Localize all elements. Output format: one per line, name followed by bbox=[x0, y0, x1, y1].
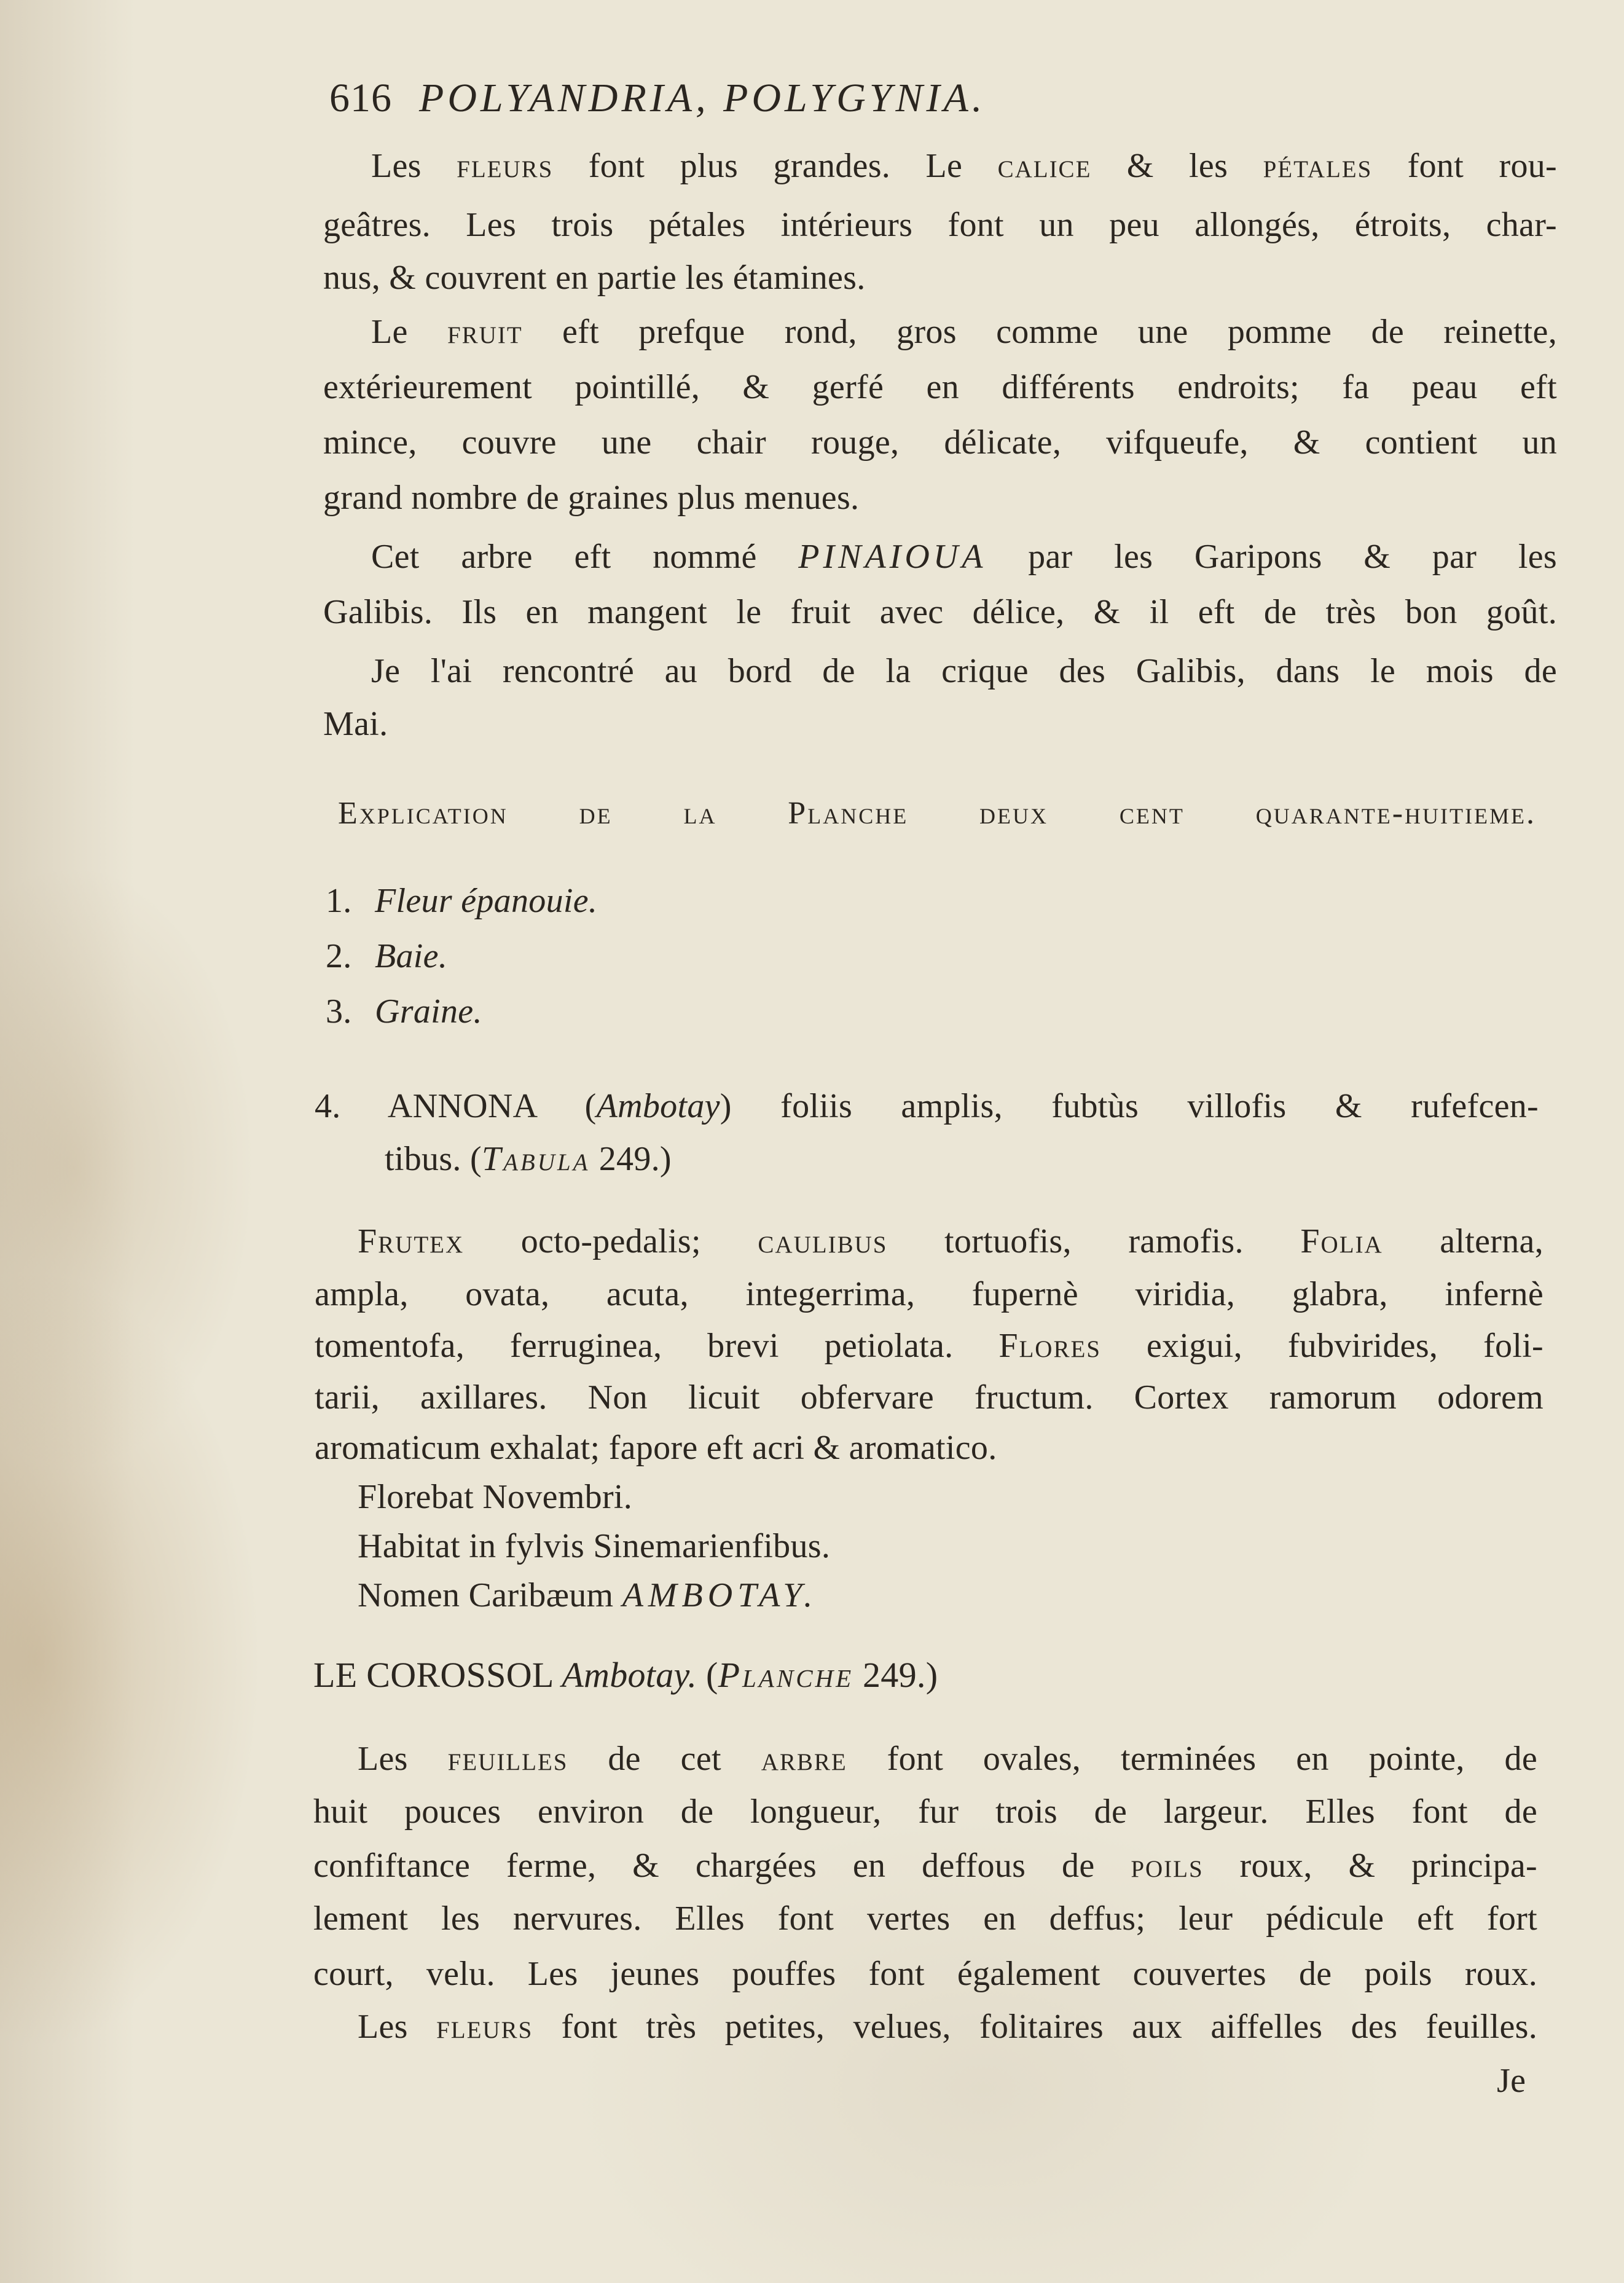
paragraph-line: mince, couvre une chair rouge, délicate, vifqueufe, & contient un bbox=[323, 423, 1557, 462]
plate-caption: Explication de la Planche deux cent quarante-huitieme. bbox=[338, 796, 1536, 831]
page-number: 616 bbox=[329, 76, 392, 120]
paragraph-line: geâtres. Les trois pétales intérieurs font un peu allongés, étroits, char- bbox=[323, 206, 1557, 244]
paragraph-line: nus, & couvrent en partie les étamines. bbox=[323, 259, 866, 297]
paragraph-line: Le fruit eft prefque rond, gros comme une pomme de reinette, bbox=[371, 313, 1557, 351]
figure-item: 2. Baie. bbox=[326, 937, 448, 975]
species-heading-latin-cont: tibus. (Tabula 249.) bbox=[385, 1140, 672, 1178]
habitat-note: Habitat in fylvis Sinemarienfibus. bbox=[358, 1527, 831, 1565]
french-description-line: court, velu. Les jeunes pouffes font également couvertes de poils roux. bbox=[313, 1955, 1537, 1993]
paragraph-line: Cet arbre eft nommé PINAIOUA par les Garipons & par les bbox=[371, 538, 1557, 576]
french-description-line: Les feuilles de cet arbre font ovales, terminées en pointe, de bbox=[358, 1740, 1537, 1778]
species-heading-latin: 4. ANNONA (Ambotay) foliis amplis, fubtùs villofis & rufefcen- bbox=[315, 1087, 1539, 1125]
paragraph-line: extérieurement pointillé, & gerfé en différents endroits; fa peau eft bbox=[323, 368, 1557, 406]
carib-name-note: Nomen Caribæum AMBOTAY. bbox=[358, 1576, 818, 1614]
latin-description-line: tomentofa, ferruginea, brevi petiolata. Flores exigui, fubvirides, foli- bbox=[315, 1327, 1544, 1365]
french-description-line: Les fleurs font très petites, velues, folitaires aux aiffelles des feuilles. bbox=[358, 2008, 1538, 2046]
paragraph-line: Je l'ai rencontré au bord de la crique des Galibis, dans le mois de bbox=[371, 652, 1557, 690]
species-heading-french: LE COROSSOL Ambotay. (Planche 249.) bbox=[313, 1655, 938, 1695]
paragraph-line: Les fleurs font plus grandes. Le calice & les pétales font rou- bbox=[371, 147, 1557, 185]
latin-description-line: Frutex octo-pedalis; caulibus tortuofis, ramofis. Folia alterna, bbox=[358, 1222, 1544, 1260]
figure-item: 3. Graine. bbox=[326, 992, 482, 1031]
figure-item: 1. Fleur épanouie. bbox=[326, 882, 598, 920]
french-description-line: huit pouces environ de longueur, fur trois de largeur. Elles font de bbox=[313, 1793, 1537, 1831]
french-description-line: lement les nervures. Elles font vertes en deffus; leur pédicule eft fort bbox=[313, 1900, 1537, 1938]
running-header bbox=[329, 74, 986, 123]
paragraph-line: Mai. bbox=[323, 705, 388, 743]
latin-description-line: tarii, axillares. Non licuit obfervare fructum. Cortex ramorum odorem bbox=[315, 1378, 1544, 1417]
section-title: POLYANDRIA, POLYGYNIA. bbox=[419, 76, 986, 120]
latin-description-line: aromaticum exhalat; fapore eft acri & aromatico. bbox=[315, 1429, 997, 1467]
paragraph-line: Galibis. Ils en mangent le fruit avec délice, & il eft de très bon goût. bbox=[323, 593, 1557, 631]
paragraph-line: grand nombre de graines plus menues. bbox=[323, 479, 860, 517]
catchword: Je bbox=[1497, 2062, 1526, 2100]
french-description-line: confiftance ferme, & chargées en deffous de poils roux, & principa- bbox=[313, 1847, 1537, 1885]
flowering-note: Florebat Novembri. bbox=[358, 1478, 633, 1516]
latin-description-line: ampla, ovata, acuta, integerrima, fupernè viridia, glabra, infernè bbox=[315, 1275, 1544, 1313]
